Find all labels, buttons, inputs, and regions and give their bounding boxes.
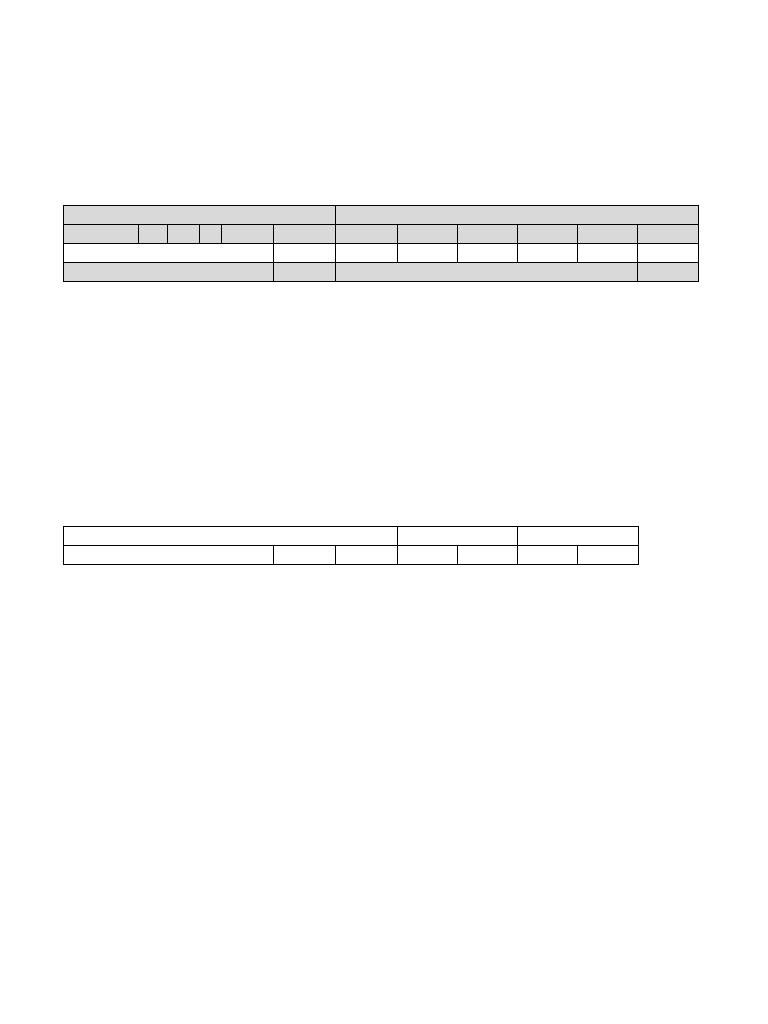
col-kg [200,225,222,244]
summary-table [63,526,639,565]
produk-title [518,527,639,546]
bdp-title [398,527,518,546]
col-unit [578,546,639,565]
col-nilai-summary [336,546,398,565]
col-bpb [139,225,168,244]
col-nilai [274,225,336,244]
col-tgl-produk [518,546,578,565]
col-keterangan-bdp [398,546,458,565]
col-btkl-nilai [638,225,699,244]
summary-title [64,527,398,546]
col-trf [578,225,638,244]
col-hrg [222,225,274,244]
col-pek [458,225,518,244]
jumlah-label-cell [336,263,638,282]
col-satuan [274,546,336,565]
btkl-header [336,206,699,225]
cost-card-table [63,205,699,282]
col-btkl-ket [398,225,458,244]
bbb-header [64,206,336,225]
column-header-row [64,225,699,244]
closing-label [64,244,274,263]
closing-row [64,244,699,263]
col-keterangan [64,546,274,565]
col-ket [168,225,200,244]
col-tgl [64,225,139,244]
col-unt [518,225,578,244]
col-rp [458,546,518,565]
col-btkl-tgl [336,225,398,244]
total-row [64,263,699,282]
total-label [64,263,274,282]
